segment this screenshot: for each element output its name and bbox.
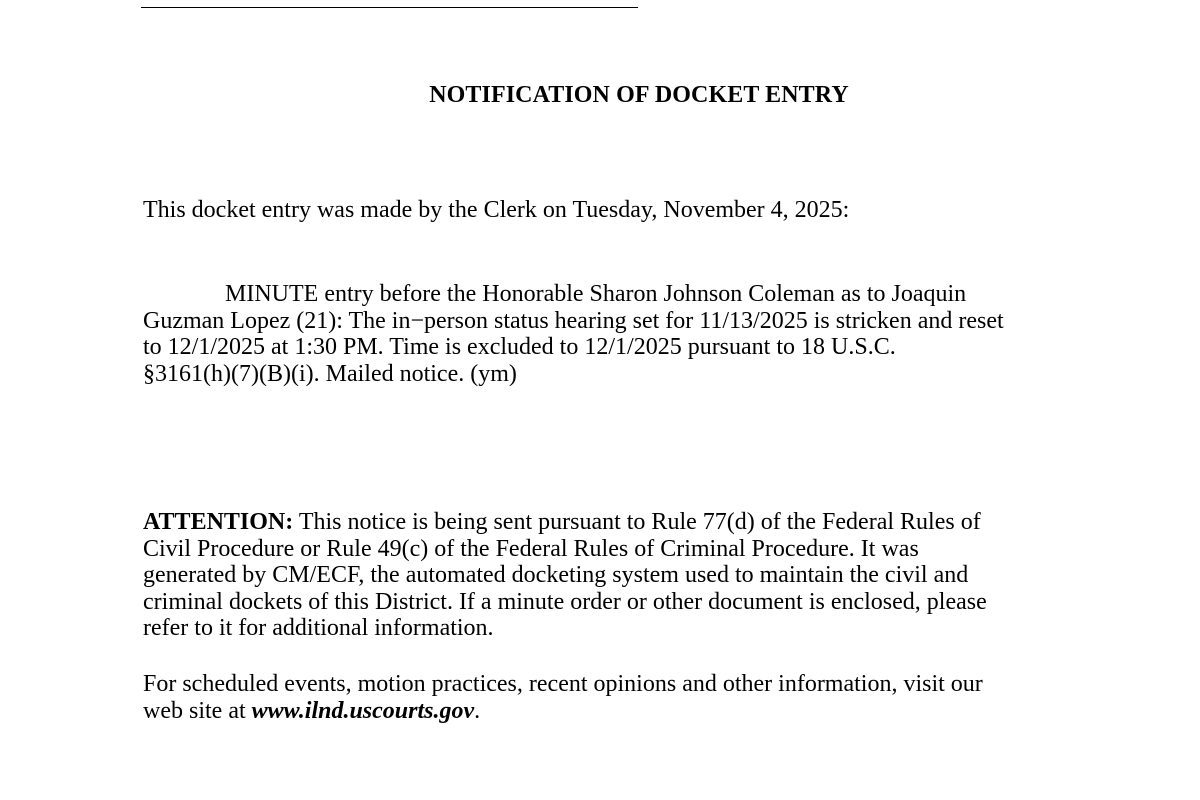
minute-entry-line-1: MINUTE entry before the Honorable Sharon Johnson Coleman as to Joaquin — [225, 281, 967, 307]
minute-entry-paragraph — [143, 281, 1143, 387]
attention-line-5: refer to it for additional information. — [143, 615, 494, 641]
attention-line-2: Civil Procedure or Rule 49(c) of the Federal Rules of Criminal Procedure. It was — [143, 535, 919, 562]
website-paragraph — [143, 671, 1143, 724]
minute-entry-line-4: §3161(h)(7)(B)(i). Mailed notice. (ym) — [143, 360, 517, 387]
attention-label: ATTENTION: — [143, 509, 294, 535]
minute-entry-line-2: Guzman Lopez (21): The in−person status hearing set for 11/13/2025 is stricken and reset — [143, 307, 1004, 334]
document-title: NOTIFICATION OF DOCKET ENTRY — [429, 82, 849, 108]
website-line-1: For scheduled events, motion practices, recent opinions and other information, visit our — [143, 671, 983, 697]
attention-paragraph — [143, 509, 1143, 642]
intro-paragraph: This docket entry was made by the Clerk on Tuesday, November 4, 2025: — [143, 197, 850, 223]
attention-line-1: ATTENTION: This notice is being sent pursuant to Rule 77(d) of the Federal Rules of — [143, 509, 981, 535]
website-link[interactable]: www.ilnd.uscourts.gov — [251, 697, 475, 724]
top-rule — [141, 7, 638, 8]
website-line-2: web site at www.ilnd.uscourts.gov. — [143, 697, 481, 724]
minute-entry-line-3: to 12/1/2025 at 1:30 PM. Time is excluded to 12/1/2025 pursuant to 18 U.S.C. — [143, 334, 896, 360]
attention-line-3: generated by CM/ECF, the automated docketing system used to maintain the civil and — [143, 562, 969, 588]
attention-line-4: criminal dockets of this District. If a minute order or other document is enclosed, please — [143, 588, 987, 615]
